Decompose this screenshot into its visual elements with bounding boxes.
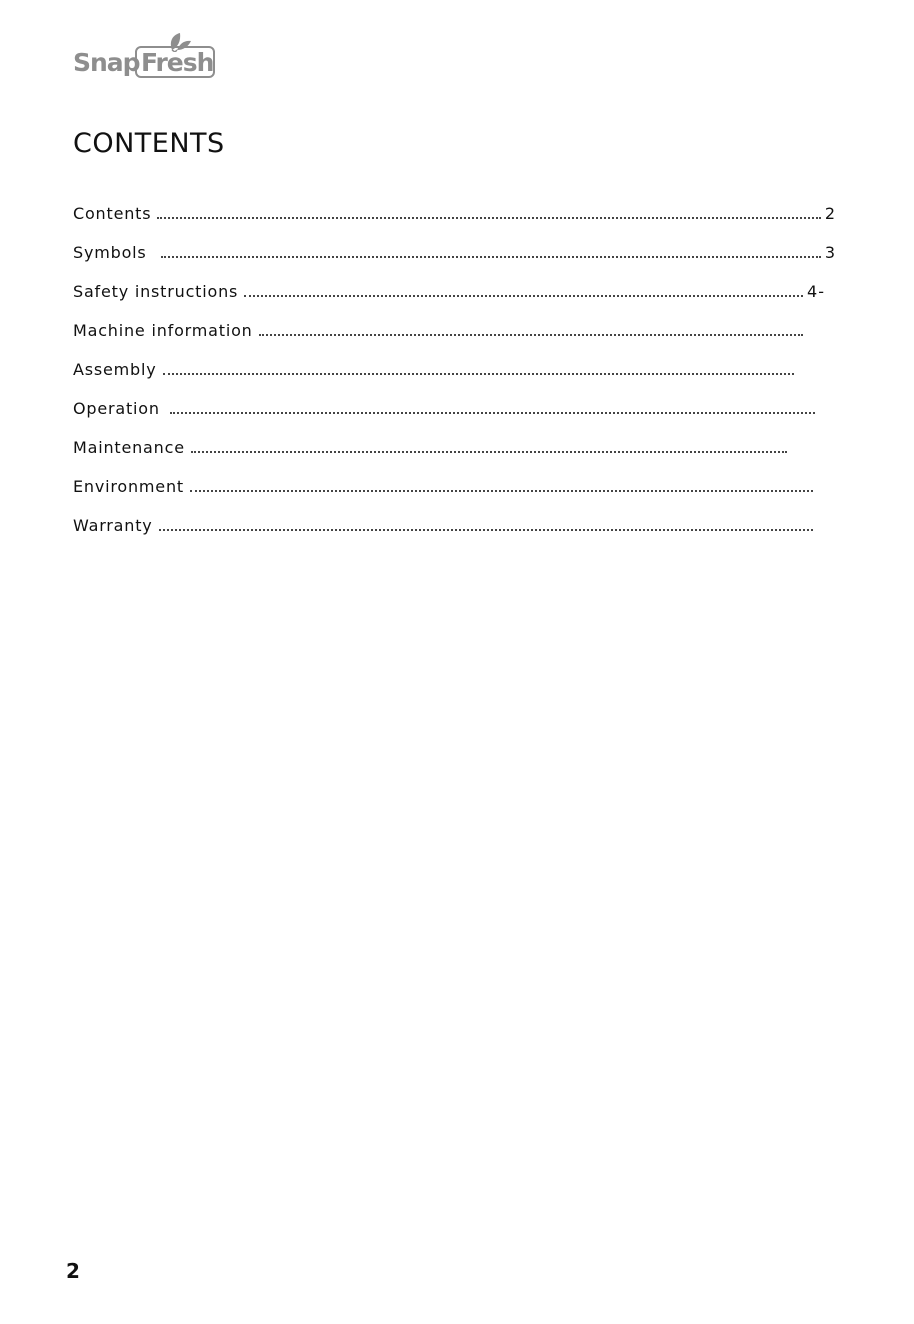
brand-logo: [73, 30, 223, 86]
toc-entry-page: 2: [824, 204, 836, 223]
logo-text-snap: Snap: [73, 48, 140, 77]
toc-dot-leader: [157, 217, 820, 219]
toc-entry-environment[interactable]: [73, 473, 817, 497]
toc-entry-page: 4-: [807, 282, 825, 301]
toc-entry-label: Symbols: [73, 243, 147, 262]
leaf-icon: [163, 30, 193, 52]
toc-entry-machine-information[interactable]: [73, 317, 807, 341]
toc-entry-symbols[interactable]: [73, 239, 836, 263]
toc-dot-leader: [163, 373, 794, 375]
toc-entry-label: Contents: [73, 204, 152, 223]
toc-entry-label: Environment: [73, 477, 184, 496]
toc-dot-leader: [244, 295, 803, 297]
toc-entry-label: Operation: [73, 399, 160, 418]
toc-entry-label: Assembly: [73, 360, 157, 379]
toc-dot-leader: [259, 334, 803, 336]
page-number: 2: [66, 1259, 80, 1283]
toc-entry-assembly[interactable]: [73, 356, 798, 380]
toc-dot-leader: [190, 490, 813, 492]
toc-entry-safety-instructions[interactable]: [73, 278, 825, 302]
toc-entry-label: Maintenance: [73, 438, 185, 457]
toc-entry-warranty[interactable]: [73, 512, 817, 536]
page-title: CONTENTS: [73, 128, 225, 159]
toc-entry-contents[interactable]: [73, 200, 836, 224]
toc-entry-label: Safety instructions: [73, 282, 239, 301]
toc-entry-page: 3: [824, 243, 836, 262]
toc-entry-maintenance[interactable]: [73, 434, 791, 458]
toc-dot-leader: [161, 256, 821, 258]
logo-text-fresh: Fresh: [141, 48, 214, 77]
toc-entry-label: Machine information: [73, 321, 253, 340]
toc-entry-label: Warranty: [73, 516, 153, 535]
toc-entry-operation[interactable]: [73, 395, 819, 419]
toc-dot-leader: [159, 529, 813, 531]
toc-dot-leader: [170, 412, 815, 414]
toc-dot-leader: [191, 451, 787, 453]
